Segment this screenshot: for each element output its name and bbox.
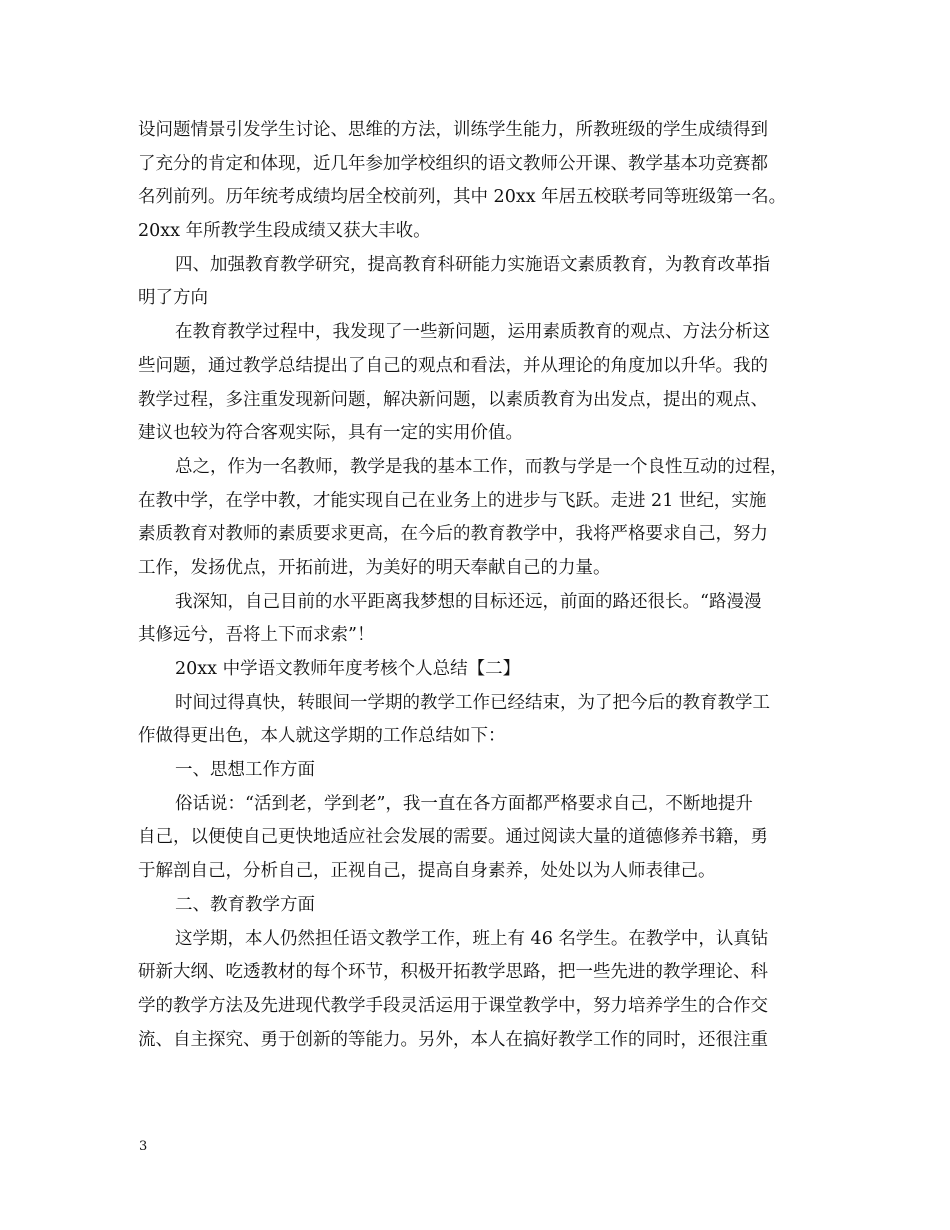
section-heading: 一、思想工作方面 bbox=[175, 760, 315, 781]
text-line: 学的教学方法及先进现代教学手段灵活运用于课堂教学中，努力培养学生的合作交 bbox=[138, 995, 768, 1016]
text-line: 其修远兮，吾将上下而求索”！ bbox=[138, 625, 375, 646]
text-line: 明了方向 bbox=[138, 288, 208, 309]
text-line: 工作，发扬优点，开拓前进，为美好的明天奉献自己的力量。 bbox=[138, 557, 611, 578]
document-subtitle: 20xx 中学语文教师年度考核个人总结【二】 bbox=[175, 659, 521, 679]
section-heading: 四、加强教育教学研究，提高教育科研能力实施语文素质教育，为教育改革指 bbox=[175, 254, 770, 275]
section-heading: 二、教育教学方面 bbox=[175, 894, 315, 915]
document-body bbox=[138, 114, 814, 1057]
page-number: 3 bbox=[139, 1139, 148, 1154]
text-line: 研新大纲、吃透教材的每个环节，积极开拓教学思路，把一些先进的教学理论、科 bbox=[138, 962, 768, 983]
text-line: 20xx 年所教学生段成绩又获大丰收。 bbox=[138, 221, 431, 242]
text-line: 素质教育对教师的素质要求更高，在今后的教育教学中，我将严格要求自己，努力 bbox=[138, 524, 768, 545]
paragraph-start: 总之，作为一名教师，教学是我的基本工作，而教与学是一个良性互动的过程， bbox=[175, 456, 788, 477]
text-line: 教学过程，多注重发现新问题，解决新问题，以素质教育为出发点，提出的观点、 bbox=[138, 389, 768, 410]
text-line: 些问题，通过教学总结提出了自己的观点和看法，并从理论的角度加以升华。我的 bbox=[138, 355, 768, 376]
text-line: 在教中学，在学中教，才能实现自己在业务上的进步与飞跃。走进 21 世纪，实施 bbox=[138, 490, 767, 511]
paragraph-start: 在教育教学过程中，我发现了一些新问题，运用素质教育的观点、方法分析这 bbox=[175, 322, 770, 343]
paragraph-start: 我深知，自己目前的水平距离我梦想的目标还远，前面的路还很长。“路漫漫 bbox=[175, 591, 762, 612]
paragraph-start: 这学期，本人仍然担任语文教学工作，班上有 46 名学生。在教学中，认真钻 bbox=[175, 928, 769, 949]
text-line: 自己，以便使自己更快地适应社会发展的需要。通过阅读大量的道德修养书籍，勇 bbox=[138, 827, 768, 848]
text-line: 建议也较为符合客观实际，具有一定的实用价值。 bbox=[138, 423, 523, 444]
text-line: 名列前列。历年统考成绩均居全校前列，其中 20xx 年居五校联考同等班级第一名。 bbox=[138, 187, 787, 208]
text-line: 设问题情景引发学生讨论、思维的方法，训练学生能力，所教班级的学生成绩得到 bbox=[138, 120, 768, 140]
paragraph-start: 时间过得真快，转眼间一学期的教学工作已经结束，为了把今后的教育教学工 bbox=[175, 692, 770, 713]
text-line: 了充分的肯定和体现，近几年参加学校组织的语文教师公开课、教学基本功竞赛都 bbox=[138, 153, 768, 174]
text-line: 作做得更出色，本人就这学期的工作总结如下： bbox=[138, 726, 506, 747]
paragraph-start: 俗话说：“活到老，学到老”，我一直在各方面都严格要求自己，不断地提升 bbox=[175, 793, 753, 814]
text-line: 流、自主探究、勇于创新的等能力。另外，本人在搞好教学工作的同时，还很注重 bbox=[138, 1029, 768, 1050]
text-line: 于解剖自己，分析自己，正视自己，提高自身素养，处处以为人师表律己。 bbox=[138, 861, 716, 882]
